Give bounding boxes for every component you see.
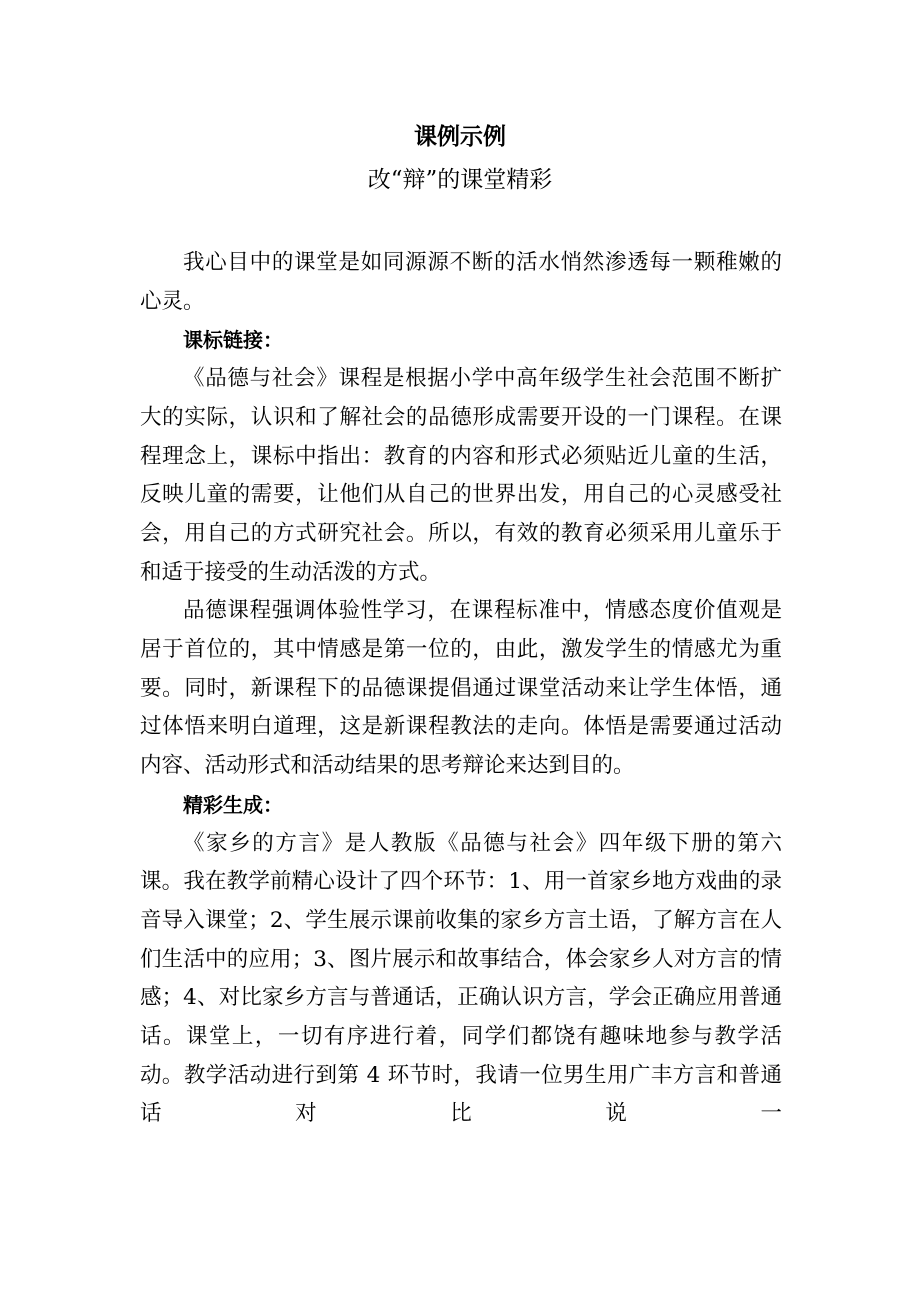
- intro-paragraph: 我心目中的课堂是如同源源不断的活水悄然渗透每一颗稚嫩的心灵。: [140, 250, 782, 314]
- section-heading-curriculum: 课标链接：: [183, 328, 283, 353]
- highlights-paragraph-1: 《家乡的方言》是人教版《品德与社会》四年级下册的第六课。我在教学前精心设计了四个环节：1、用一首家乡地方戏曲的录音导入课堂；2、学生展示课前收集的家乡方言土语，了解方言在人们生活中的应用；3、图片展示和故事结合，体会家乡人对方言的情感；4、对比家乡方言与普通话，正确认识方言，学会正确应用普通话。课堂上，一切有序进行着，同学们都饶有趣味地参与教学活动。教学活动进行到第 4 环节时，我请一位男生用广丰方言和普通话对比说一: [140, 830, 782, 1127]
- document-title: 课例示例: [414, 124, 506, 150]
- curriculum-paragraph-2: 品德课程强调体验性学习，在课程标准中，情感态度价值观是居于首位的，其中情感是第一位的，由此，激发学生的情感尤为重要。同时，新课程下的品德课提倡通过课堂活动来让学生体悟，通过体悟来明白道理，这是新课程教法的走向。体悟是需要通过活动内容、活动形式和活动结果的思考辩论来达到目的。: [140, 598, 782, 779]
- curriculum-paragraph-1: 《品德与社会》课程是根据小学中高年级学生社会范围不断扩大的实际，认识和了解社会的品德形成需要开设的一门课程。在课程理念上，课标中指出：教育的内容和形式必须贴近儿童的生活，反映儿童的需要，让他们从自己的世界出发，用自己的心灵感受社会，用自己的方式研究社会。所以，有效的教育必须采用儿童乐于和适于接受的生动活泼的方式。: [140, 366, 782, 585]
- document-subtitle: 改“辩”的课堂精彩: [367, 167, 553, 193]
- section-heading-highlights: 精彩生成：: [183, 792, 283, 817]
- document-body: [140, 244, 782, 1134]
